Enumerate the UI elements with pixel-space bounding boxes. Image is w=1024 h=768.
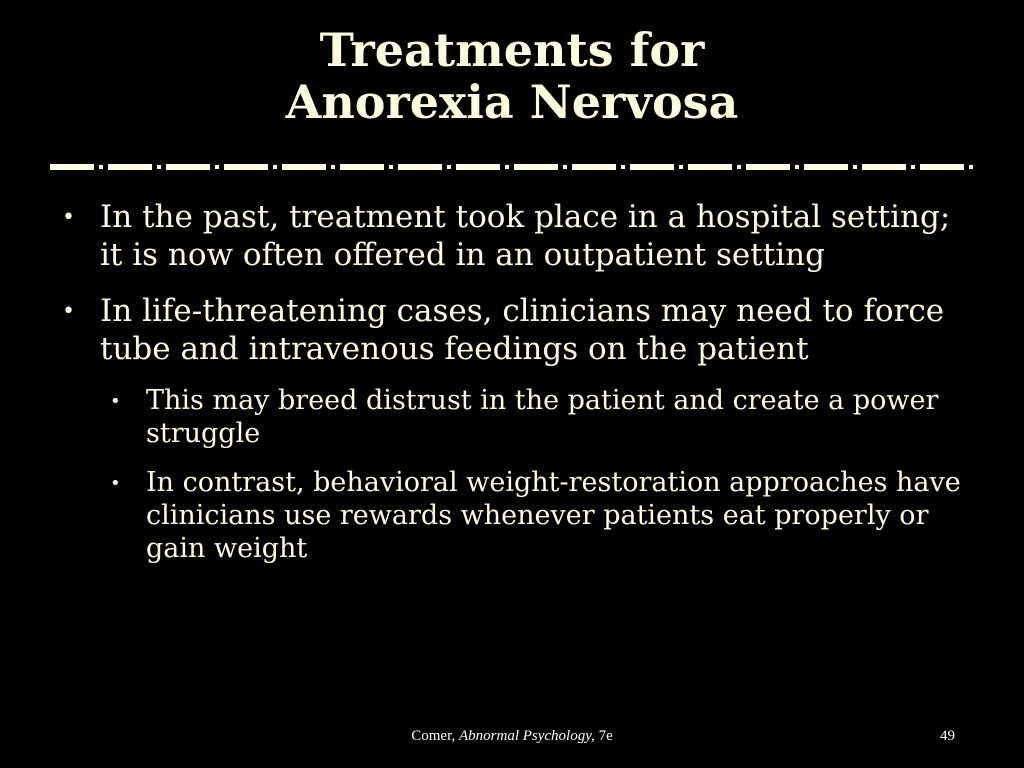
title-divider <box>50 160 974 174</box>
bullet-item-1 <box>58 198 978 274</box>
divider-dash <box>398 164 442 170</box>
divider-dot <box>679 165 683 169</box>
sub-bullet-icon: • <box>110 391 121 412</box>
divider-dash <box>804 164 848 170</box>
bullet-text-2: In life-threatening cases, clinicians may need to force tube and intravenous feedings on the patient <box>100 293 945 367</box>
divider-dot <box>331 165 335 169</box>
page-number: 49 <box>940 728 955 744</box>
sub-bullet-text-2: In contrast, behavioral weight-restoration approaches have clinicians use rewards whenever patients eat properly or gain weight <box>146 467 961 564</box>
divider-dot <box>911 165 915 169</box>
sub-bullet-item-1 <box>58 384 978 450</box>
divider-dot <box>99 165 103 169</box>
footer-book-title: Abnormal Psychology, <box>458 728 595 744</box>
divider-dash <box>920 164 964 170</box>
divider-dash <box>166 164 210 170</box>
divider-dash <box>514 164 558 170</box>
divider-dash <box>108 164 152 170</box>
sub-bullet-icon: • <box>110 473 121 494</box>
bullet-icon: • <box>62 205 75 230</box>
divider-dot <box>447 165 451 169</box>
slide-title-line-2: Anorexia Nervosa <box>285 75 739 129</box>
divider-dash <box>50 164 94 170</box>
slide-title-line-1: Treatments for <box>319 23 705 77</box>
divider-dot <box>563 165 567 169</box>
divider-dash <box>630 164 674 170</box>
slide-footer <box>0 728 1024 745</box>
slide-title <box>0 24 1024 128</box>
divider-dot <box>853 165 857 169</box>
footer-author: Comer, <box>411 728 456 744</box>
bullet-text-1: In the past, treatment took place in a hospital setting; it is now often offered in an outpatient setting <box>100 199 951 273</box>
slide-body <box>58 198 978 581</box>
bullet-icon: • <box>62 299 75 324</box>
divider-dot <box>273 165 277 169</box>
divider-dot <box>157 165 161 169</box>
divider-dash <box>572 164 616 170</box>
divider-dash <box>862 164 906 170</box>
divider-dash <box>224 164 268 170</box>
divider-dot <box>969 165 973 169</box>
divider-dot <box>389 165 393 169</box>
sub-bullet-text-1: This may breed distrust in the patient and create a power struggle <box>146 385 939 449</box>
footer-edition: 7e <box>598 728 613 744</box>
divider-dot <box>505 165 509 169</box>
divider-dot <box>795 165 799 169</box>
divider-dash <box>282 164 326 170</box>
divider-dash <box>340 164 384 170</box>
divider-dash <box>688 164 732 170</box>
divider-dot <box>215 165 219 169</box>
sub-bullet-item-2 <box>58 466 978 565</box>
divider-dash <box>456 164 500 170</box>
divider-dot <box>737 165 741 169</box>
divider-dash <box>746 164 790 170</box>
divider-dot <box>621 165 625 169</box>
bullet-item-2 <box>58 292 978 368</box>
